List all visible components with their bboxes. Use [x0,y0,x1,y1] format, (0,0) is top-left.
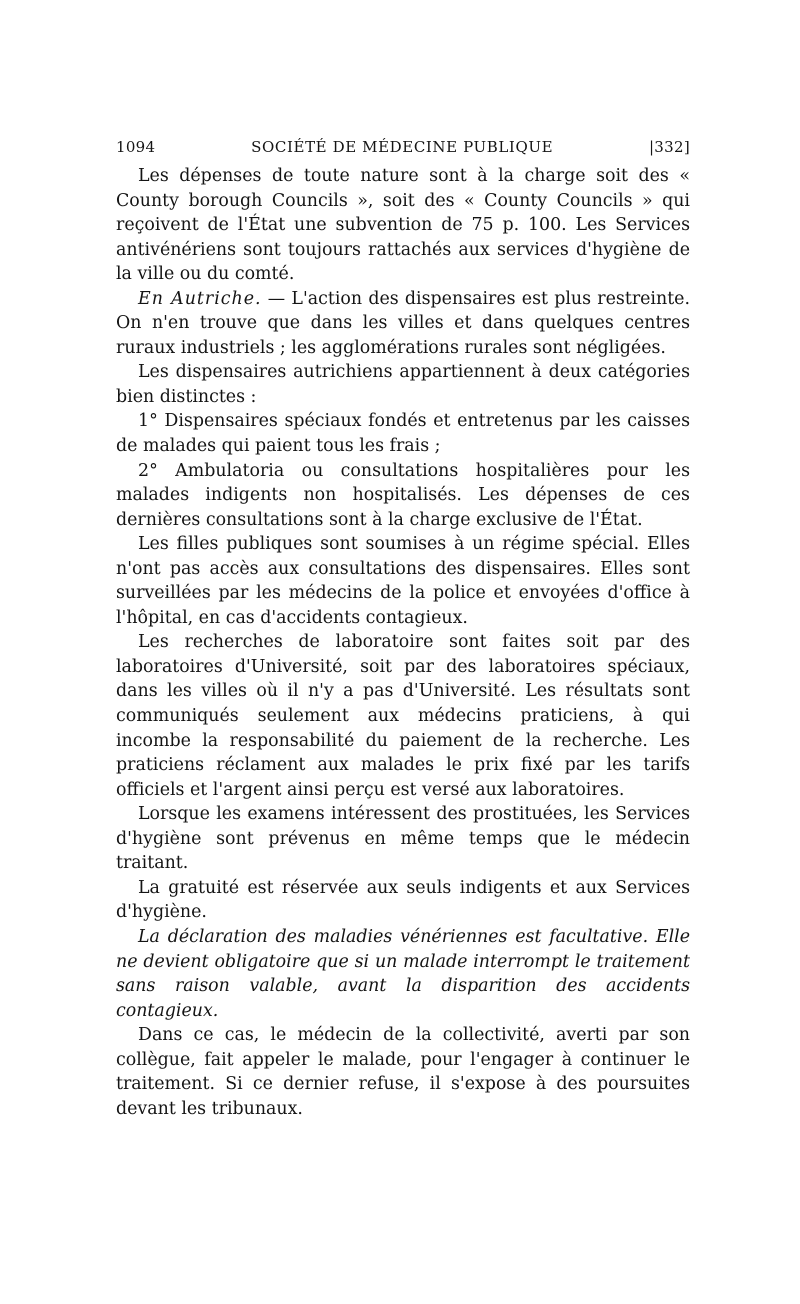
paragraph-categories: Les dispensaires autrichiens appartiennent à deux catégories bien distinctes : [116,362,690,407]
paragraph-austria [116,287,690,361]
paragraph-exams: Lorsque les examens intéressent des prostituées, les Services d'hygiène sont prévenus en même temps que le médecin traitant. [116,804,690,874]
body-text [116,164,690,1121]
paragraph-procedure: Dans ce cas, le médecin de la collectivité, averti par son collègue, fait appeler le malade, pour l'engager à continuer le traitement. Si ce dernier refuse, il s'expose à des poursuites devant les tribunaux. [116,1025,690,1119]
paragraph-laboratories: Les recherches de laboratoire sont faites soit par des laboratoires d'Université, soit par des laboratoires spéciaux, dans les villes où il n'y a pas d'Université. Les résultats sont communiqués seulement aux médecins praticiens, à qui incombe la responsabilité du paiement de la recherche. Les praticiens réclament aux malades le prix fixé par les tarifs officiels et l'argent ainsi perçu est versé aux laboratoires. [116,632,690,800]
document-page [116,138,690,1121]
paragraph-prostitutes: Les filles publiques sont soumises à un régime spécial. Elles n'ont pas accès aux consultations des dispensaires. Elles sont surveillées par les médecins de la police et envoyées d'office à l'hôpital, en cas d'accidents contagieux. [116,534,690,628]
paragraph-declaration: La déclaration des maladies vénériennes est facultative. Elle ne devient obligatoire que si un malade interrompt le traitement sans raison valable, avant la disparition des accidents contagieux. [116,926,690,1021]
paragraph-item-2: 2° Ambulatoria ou consultations hospitalières pour les malades indigents non hospitalisés. Les dépenses de ces dernières consultations sont à la charge exclusive de l'État. [116,460,690,530]
running-header [116,138,690,162]
running-title: SOCIÉTÉ DE MÉDECINE PUBLIQUE [251,138,554,156]
page-number: 1094 [116,138,156,156]
paragraph-item-1: 1° Dispensaires spéciaux fondés et entretenus par les caisses de malades qui paient tous les frais ; [116,411,690,457]
austria-dash: — [261,288,292,309]
section-reference: |332] [648,138,690,156]
austria-text: L'action des dispensaires est plus restreinte. On n'en trouve que dans les villes et dans quelques centres ruraux industriels ; les agglomérations rurales sont négligées. [116,288,690,358]
paragraph-gratuity: La gratuité est réservée aux seuls indigents et aux Services d'hygiène. [116,877,690,923]
paragraph-funding: Les dépenses de toute nature sont à la charge soit des « County borough Councils », soit des « County Councils » qui reçoivent de l'État une subvention de 75 p. 100. Les Services antivénériens sont toujours rattachés aux services d'hygiène de la ville ou du comté. [116,166,690,285]
austria-heading: En Autriche. [138,288,262,309]
